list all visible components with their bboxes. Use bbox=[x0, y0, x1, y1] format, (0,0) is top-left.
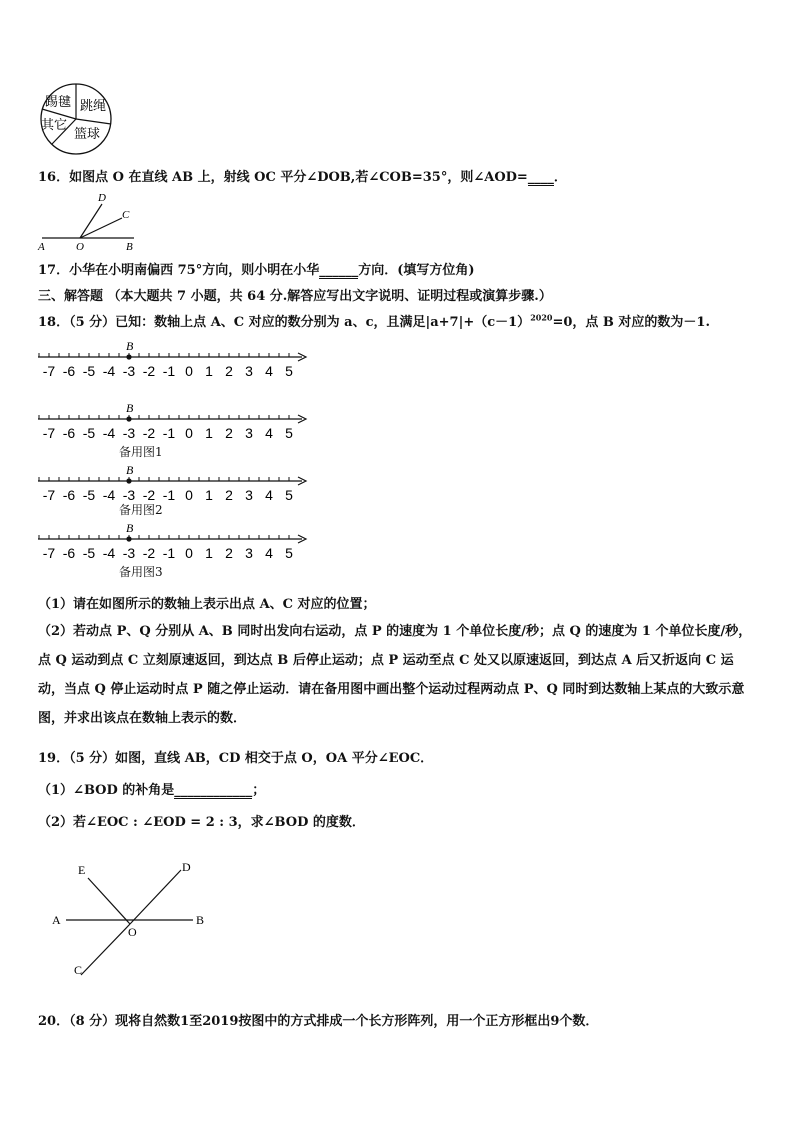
question-20: 20．（8 分）现将自然数1至2019按图中的方式排成一个长方形阵列，用一个正方形框出9个数． bbox=[38, 1014, 599, 1029]
tick-label: -4 bbox=[102, 363, 116, 379]
tick-label: 1 bbox=[205, 487, 213, 503]
tick-label: -6 bbox=[62, 363, 76, 379]
tick-label: 1 bbox=[205, 363, 213, 379]
caption-spare-3: 备用图3 bbox=[119, 565, 163, 579]
tick-label: -7 bbox=[42, 363, 56, 379]
tick-label: -6 bbox=[62, 487, 76, 503]
point-b-label: B bbox=[126, 339, 134, 353]
q19-label-c: C bbox=[74, 963, 83, 977]
question-19: 19．（5 分）如图，直线 AB，CD 相交于点 O，OA 平分∠EOC． bbox=[38, 751, 434, 766]
point-b-label: B bbox=[126, 463, 134, 477]
tick-label: -4 bbox=[102, 425, 116, 441]
question-18 bbox=[38, 311, 710, 330]
tick-label: -1 bbox=[162, 425, 176, 441]
point-b bbox=[126, 478, 131, 483]
point-b bbox=[126, 536, 131, 541]
point-b-label: B bbox=[126, 521, 134, 535]
tick-label: -2 bbox=[142, 425, 156, 441]
tick-label: 0 bbox=[185, 545, 193, 561]
tick-label: 2 bbox=[225, 363, 233, 379]
tick-label: -4 bbox=[102, 545, 116, 561]
q19-label-b: B bbox=[196, 913, 205, 927]
q16-label-a: A bbox=[38, 241, 45, 252]
tick-label: -7 bbox=[42, 545, 56, 561]
pie-label-qita: 其它 bbox=[41, 118, 68, 133]
q16-angle-figure bbox=[36, 190, 146, 252]
q19-label-e: E bbox=[78, 863, 86, 877]
tick-label: -3 bbox=[122, 545, 136, 561]
q16-label-d: D bbox=[98, 192, 106, 204]
tick-label: 4 bbox=[265, 487, 273, 503]
q19-label-a: A bbox=[52, 913, 61, 927]
tick-label: -5 bbox=[82, 545, 96, 561]
q16-text: 16．如图点 O 在直线 AB 上，射线 OC 平分∠DOB,若∠COB=35°，则∠AOD= bbox=[38, 170, 528, 185]
tick-label: 2 bbox=[225, 487, 233, 503]
q18-part-1: （1）请在如图所示的数轴上表示出点 A、C 对应的位置； bbox=[38, 597, 376, 612]
tick-label: -5 bbox=[82, 487, 96, 503]
tick-label: -2 bbox=[142, 545, 156, 561]
q19-part-2: （2）若∠EOC : ∠EOD = 2 : 3，求∠BOD 的度数． bbox=[38, 815, 365, 830]
q19-part1-text: （1）∠BOD 的补角是 bbox=[38, 783, 175, 798]
tick-label: 3 bbox=[245, 363, 253, 379]
question-16 bbox=[38, 166, 567, 186]
tick-label: -1 bbox=[162, 363, 176, 379]
tick-label: 5 bbox=[285, 545, 293, 561]
tick-label: -1 bbox=[162, 487, 176, 503]
q16-label-b: B bbox=[126, 241, 133, 252]
q19-part1-end: ； bbox=[252, 783, 266, 798]
tick-label: 0 bbox=[185, 363, 193, 379]
tick-label: 0 bbox=[185, 425, 193, 441]
q19-angle-figure bbox=[48, 856, 218, 988]
caption-spare-1: 备用图1 bbox=[119, 445, 163, 459]
tick-label: -3 bbox=[122, 487, 136, 503]
number-line-spare-2 bbox=[36, 462, 311, 504]
tick-label: -2 bbox=[142, 487, 156, 503]
tick-label: 4 bbox=[265, 425, 273, 441]
q18-part-2: （2）若动点 P、Q 分别从 A、B 同时出发向右运动，点 P 的速度为 1 个单位长度/秒；点 Q 的速度为 1 个单位长度/秒，点 Q 运动到点 C 立刻原速返回，到达点 B 后停止运动；点 P 运动至点 C 处又以原速返回，到达点 A 后又折返向 C 运动，当点 Q 停止运动时点 P 随之停止运动．请在备用图中画出整个运动过程两动点 P、Q 同时到达数轴上某点的大致示意图，并求出该点在数轴上表示的数． bbox=[38, 624, 752, 726]
point-b bbox=[126, 416, 131, 421]
tick-label: -7 bbox=[42, 487, 56, 503]
tick-label: -3 bbox=[122, 363, 136, 379]
q16-label-o: O bbox=[76, 241, 84, 252]
tick-label: 1 bbox=[205, 425, 213, 441]
pie-label-tiaosheng: 跳绳 bbox=[80, 99, 107, 114]
tick-label: -5 bbox=[82, 363, 96, 379]
section-3-heading: 三、解答题 （本大题共 7 小题，共 64 分.解答应写出文字说明、证明过程或演算步骤.） bbox=[38, 289, 552, 304]
q19-label-o: O bbox=[128, 925, 137, 939]
tick-label: -4 bbox=[102, 487, 116, 503]
caption-spare-2: 备用图2 bbox=[119, 503, 163, 517]
tick-label: 5 bbox=[285, 425, 293, 441]
tick-label: 5 bbox=[285, 487, 293, 503]
q19-part1-blank: ____________ bbox=[174, 783, 253, 798]
tick-label: 3 bbox=[245, 425, 253, 441]
q17-blank: ______ bbox=[319, 263, 359, 278]
tick-label: -6 bbox=[62, 545, 76, 561]
number-line-main bbox=[36, 338, 311, 380]
tick-label: 4 bbox=[265, 363, 273, 379]
point-b bbox=[126, 354, 131, 359]
tick-label: 2 bbox=[225, 425, 233, 441]
tick-label: -3 bbox=[122, 425, 136, 441]
q16-end: ． bbox=[553, 170, 567, 185]
q18-text-a: 18．（5 分）已知：数轴上点 A、C 对应的数分别为 a、c，且满足|a+7|+（c－1） bbox=[38, 315, 531, 330]
pie-label-lanqiu: 篮球 bbox=[74, 127, 101, 142]
tick-label: 4 bbox=[265, 545, 273, 561]
tick-label: -5 bbox=[82, 425, 96, 441]
q17-end: 方向．(填写方位角) bbox=[358, 263, 475, 278]
tick-label: -7 bbox=[42, 425, 56, 441]
q16-label-c: C bbox=[122, 209, 130, 221]
q18-exponent: 2020 bbox=[530, 312, 553, 323]
q16-blank: ____ bbox=[527, 170, 554, 185]
tick-label: 3 bbox=[245, 545, 253, 561]
q19-part-1 bbox=[38, 779, 265, 799]
q17-text: 17．小华在小明南偏西 75°方向，则小明在小华 bbox=[38, 263, 320, 278]
pie-chart-figure bbox=[38, 82, 118, 162]
tick-label: 1 bbox=[205, 545, 213, 561]
tick-label: -6 bbox=[62, 425, 76, 441]
tick-label: 2 bbox=[225, 545, 233, 561]
q19-label-d: D bbox=[182, 860, 191, 874]
question-17 bbox=[38, 259, 475, 279]
pie-label-jianzi: 踢毽 bbox=[45, 95, 72, 110]
number-line-spare-1 bbox=[36, 400, 311, 442]
tick-label: 5 bbox=[285, 363, 293, 379]
point-b-label: B bbox=[126, 401, 134, 415]
q18-text-b: =0，点 B 对应的数为－1. bbox=[552, 315, 711, 330]
number-line-spare-3 bbox=[36, 520, 311, 562]
tick-label: -2 bbox=[142, 363, 156, 379]
tick-label: 3 bbox=[245, 487, 253, 503]
tick-label: -1 bbox=[162, 545, 176, 561]
tick-label: 0 bbox=[185, 487, 193, 503]
